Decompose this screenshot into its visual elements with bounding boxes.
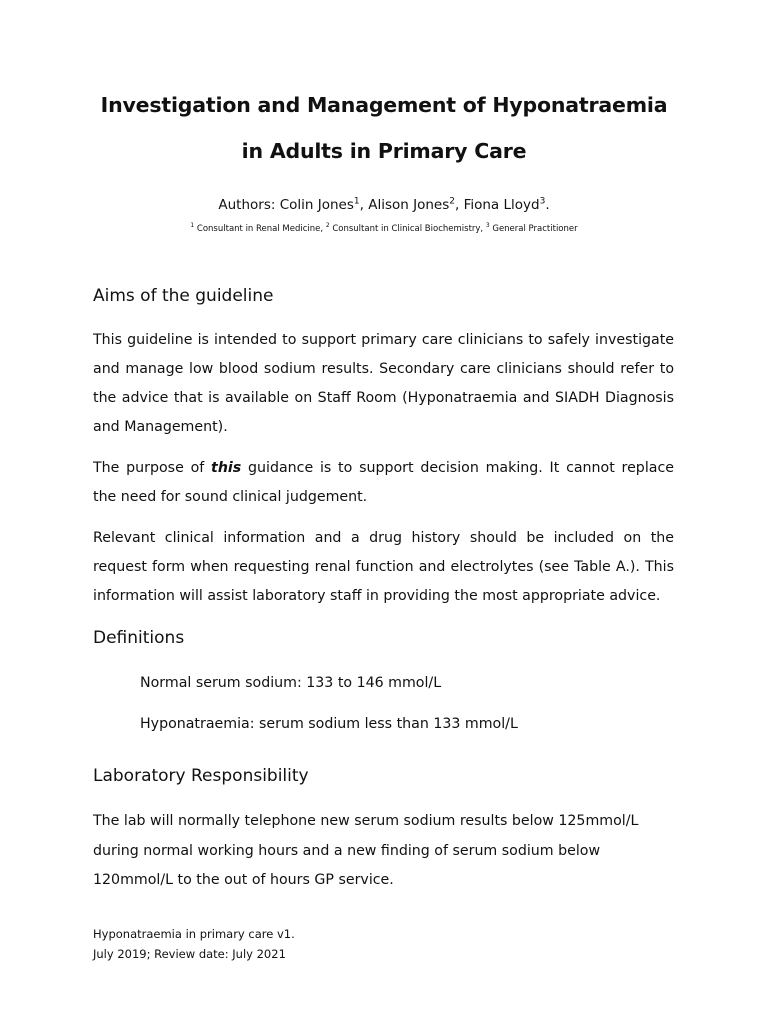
- author-3-name: Fiona Lloyd: [463, 197, 540, 213]
- laboratory-line-2: during normal working hours and a new finding of serum sodium below: [93, 842, 601, 859]
- aims-paragraph-3: Relevant clinical information and a drug history should be included on the request form when requesting renal function and electrolytes (see Table A.). This information will assist laboratory staff in providing the most appropriate advice.: [93, 530, 674, 604]
- authors-end: .: [545, 197, 550, 213]
- author-1-name: Colin Jones: [279, 197, 354, 213]
- aims-heading: Aims of the guideline: [93, 286, 274, 306]
- aims-paragraph-2-emphasis: this: [211, 460, 242, 476]
- authors-line: [40, 197, 728, 213]
- definitions-heading: Definitions: [93, 628, 185, 648]
- affiliations-line: [40, 224, 728, 234]
- definition-normal-sodium: Normal serum sodium: 133 to 146 mmol/L: [140, 675, 442, 691]
- aims-paragraph-2-start: The purpose of: [93, 460, 212, 476]
- aims-paragraph-2: [93, 454, 674, 512]
- laboratory-paragraph: [93, 807, 693, 896]
- author-3-marker: 3: [539, 196, 546, 207]
- author-1-marker: 1: [353, 196, 360, 207]
- laboratory-line-1: The lab will normally telephone new serum sodium results below 125mmol/L: [93, 813, 639, 829]
- author-2-marker: 2: [449, 196, 455, 207]
- affiliation-1-role: Consultant in Renal Medicine,: [194, 224, 326, 234]
- document-title-line-2: in Adults in Primary Care: [241, 139, 527, 163]
- author-2-name: Alison Jones: [368, 197, 450, 213]
- affiliation-2-role: Consultant in Clinical Biochemistry,: [329, 224, 486, 234]
- page-footer: [93, 924, 295, 964]
- affiliation-2-marker: 2: [325, 222, 330, 230]
- footer-version: Hyponatraemia in primary care v1.: [93, 927, 295, 941]
- affiliation-3-marker: 3: [485, 222, 490, 230]
- laboratory-heading: Laboratory Responsibility: [93, 766, 309, 786]
- affiliation-3-role: General Practitioner: [489, 224, 578, 234]
- affiliation-1-marker: 1: [190, 222, 195, 230]
- definition-hyponatraemia: Hyponatraemia: serum sodium less than 133 mmol/L: [140, 716, 518, 732]
- authors-prefix: Authors:: [218, 197, 280, 213]
- laboratory-line-3: 120mmol/L to the out of hours GP service.: [93, 872, 394, 888]
- authors-separator-2: ,: [454, 197, 464, 213]
- authors-separator-1: ,: [359, 197, 369, 213]
- document-title-line-1: Investigation and Management of Hyponatraemia: [100, 93, 668, 117]
- aims-paragraph-2-end: guidance is to support decision making. It cannot replace the need for sound clinical judgement.: [93, 460, 674, 505]
- aims-paragraph-1: This guideline is intended to support primary care clinicians to safely investigate and manage low blood sodium results. Secondary care clinicians should refer to the advice that is available on Staff Room (Hyponatraemia and SIADH Diagnosis and Management).: [93, 332, 674, 435]
- footer-dates: July 2019; Review date: July 2021: [93, 947, 286, 961]
